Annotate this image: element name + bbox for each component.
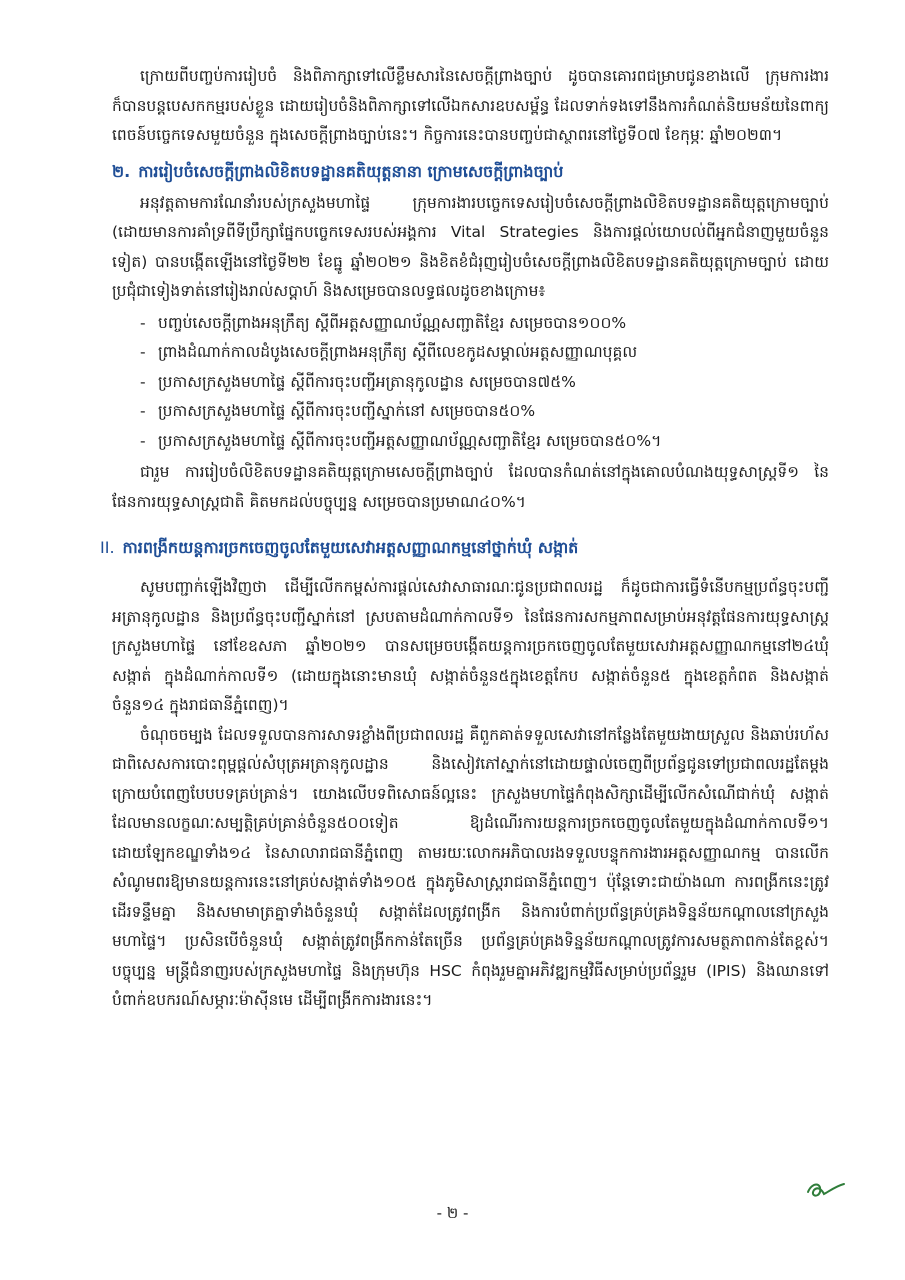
section-II-paragraph-2: ចំណុចចម្បង ដែលទទួលបានការសាទរខ្លាំងពីប្រជាពលរដ្ឋ គឺពួកគាត់ទទួលសេវានៅកន្លែងតែមួយងាយស្រួល និងឆាប់រហ័ស ជាពិសេសការបោះពុម្ពផ្ដល់សំបុត្រអត្រានុកូលដ្ឋាន និងសៀវភៅស្នាក់នៅដោយផ្ទាល់ចេញពីប្រព័ន្ធជូនទៅប្រជាពលរដ្ឋតែម្ដង ក្រោយបំពេញបែបបទគ្រប់គ្រាន់។ យោងលើបទពិសោធន៍ល្អនេះ ក្រសួងមហាផ្ទៃកំពុងសិក្សាដើម្បីលើកសំណើជាក់ឃុំ សង្កាត់ ដែលមានលក្ខណៈសម្បត្តិគ្រប់គ្រាន់ចំនួន៥០០ទៀត ឱ្យដំណើរការយន្តការច្រកចេញចូលតែមួយក្នុងដំណាក់កាលទី១។ ដោយឡែកខណ្ឌទាំង១៤ នៃសាលារាជធានីភ្នំពេញ តាមរយៈលោកអភិបាលរងទទួលបន្ទុកការងារអត្តសញ្ញាណកម្ម បានលើកសំណូមពរឱ្យមានយន្តការនេះនៅគ្រប់សង្កាត់ទាំង១០៥ ក្នុងភូមិសាស្ត្ររាជធានីភ្នំពេញ។ ប៉ុន្តែទោះជាយ៉ាងណា ការពង្រីកនេះត្រូវដើរទន្ទឹមគ្នា និងសមាមាត្រគ្នាទាំងចំនួនឃុំ សង្កាត់ដែលត្រូវពង្រីក និងការបំពាក់ប្រព័ន្ធគ្រប់គ្រងទិន្នន័យកណ្ដាលនៅក្រសួងមហាផ្ទៃ។ ប្រសិនបើចំនួនឃុំ សង្កាត់ត្រូវពង្រីកកាន់តែច្រើន ប្រព័ន្ធគ្រប់គ្រងទិន្នន័យកណ្ដាលត្រូវការសមត្ថភាពកាន់តែខ្ពស់។ បច្ចុប្បន្ន មន្ត្រីជំនាញរបស់ក្រសួងមហាផ្ទៃ និងក្រុមហ៊ុន HSC កំពុងរួមគ្នាអភិវឌ្ឍកម្មវិធីសម្រាប់ប្រព័ន្ធរួម (IPIS) និងឈានទៅបំពាក់ឧបករណ៍សម្ភារៈម៉ាស៊ីនមេ ដើម្បីពង្រីកការងារនេះ។ xyxy=(112,725,829,1009)
section-2-title: ការរៀបចំសេចក្ដីព្រាងលិខិតបទដ្ឋានគតិយុត្តនានា ក្រោមសេចក្ដីព្រាងច្បាប់ xyxy=(138,161,564,181)
bullet-dash: - xyxy=(140,431,146,450)
list-item-text: ប្រកាសក្រសួងមហាផ្ទៃ ស្ដីពីការចុះបញ្ជីអត្តសញ្ញាណប័ណ្ណសញ្ជាតិខ្មែរ សម្រេចបាន៥០%។ xyxy=(158,431,662,450)
bullet-dash: - xyxy=(140,313,146,332)
list-item-text: បញ្ចប់សេចក្ដីព្រាងអនុក្រឹត្យ ស្ដីពីអត្តសញ្ញាណប័ណ្ណសញ្ជាតិខ្មែរ សម្រេចបាន១០០% xyxy=(158,313,627,332)
section-II-number: II. xyxy=(100,538,115,557)
bullet-dash: - xyxy=(140,402,146,420)
list-item-text: ប្រកាសក្រសួងមហាផ្ទៃ ស្ដីពីការចុះបញ្ជីអត្រានុកូលដ្ឋាន សម្រេចបាន៧៥% xyxy=(158,372,576,391)
handwritten-initial-mark xyxy=(800,1172,848,1202)
bullet-dash: - xyxy=(140,343,146,361)
section-2-paragraph-1: អនុវត្តតាមការណែនាំរបស់ក្រសួងមហាផ្ទៃ ក្រុមការងារបច្ចេកទេសរៀបចំសេចក្ដីព្រាងលិខិតបទដ្ឋានគតិយុត្តក្រោមច្បាប់ (ដោយមានការគាំទ្រពីទីប្រឹក្សាផ្នែកបច្ចេកទេសរបស់អង្គការ Vital Strategies និងការផ្ដល់យោបល់ពីអ្នកជំនាញមួយចំនួនទៀត) បានបង្កើតឡើងនៅថ្ងៃទី២២ ខែធ្នូ ឆ្នាំ២០២១ និងខិតខំជំរុញរៀបចំសេចក្ដីព្រាងលិខិតបទដ្ឋានគតិយុត្តក្រោមច្បាប់ ដោយប្រជុំជាទៀងទាត់នៅរៀងរាល់សប្ដាហ៍ និងសម្រេចបានលទ្ធផលដូចខាងក្រោម៖ xyxy=(112,193,829,300)
list-item xyxy=(140,368,829,398)
section-2-heading xyxy=(112,157,829,187)
section-2-number: ២. xyxy=(112,161,131,181)
list-item-text: ព្រាងដំណាក់កាលដំបូងសេចក្ដីព្រាងអនុក្រឹត្យ ស្ដីពីលេខកូដសម្គាល់អត្តសញ្ញាណបុគ្គល xyxy=(158,343,638,361)
section-II-title: ការពង្រីកយន្តការច្រកចេញចូលតែមួយសេវាអត្តសញ្ញាណកម្មនៅថ្នាក់ឃុំ សង្កាត់ xyxy=(122,538,579,557)
spacer xyxy=(112,565,829,573)
list-item xyxy=(140,338,829,368)
list-item xyxy=(140,397,829,427)
section-II-heading xyxy=(100,533,829,563)
page-number: - ២ - xyxy=(436,1204,469,1222)
list-item xyxy=(140,309,829,339)
intro-paragraph: ក្រោយពីបញ្ចប់ការរៀបចំ និងពិភាក្សាទៅលើខ្លឹមសារនៃសេចក្ដីព្រាងច្បាប់ ដូចបានគោរពជម្រាបជូនខាងលើ ក្រុមការងារក៏បានបន្តបេសកកម្មរបស់ខ្លួន ដោយរៀបចំនិងពិភាក្សាទៅលើឯកសារឧបសម្ព័ន្ធ ដែលទាក់ទងទៅនឹងការកំណត់និយមន័យនៃពាក្យពេចន៍បច្ចេកទេសមួយចំនួន ក្នុងសេចក្ដីព្រាងច្បាប់នេះ។ កិច្ចការនេះបានបញ្ចប់ជាស្ថាពរនៅថ្ងៃទី០៧ ខែកុម្ភៈ ឆ្នាំ២០២៣។ xyxy=(112,67,829,144)
section-II-paragraph-1: សូមបញ្ជាក់ឡើងវិញថា ដើម្បីលើកកម្ពស់ការផ្ដល់សេវាសាធារណៈជូនប្រជាពលរដ្ឋ ក៏ដូចជាការធ្វើទំនើបកម្មប្រព័ន្ធចុះបញ្ជីអត្រានុកូលដ្ឋាន និងប្រព័ន្ធចុះបញ្ជីស្នាក់នៅ ស្របតាមដំណាក់កាលទី១ នៃផែនការសកម្មភាពសម្រាប់អនុវត្តផែនការយុទ្ធសាស្ត្រ ក្រសួងមហាផ្ទៃ នៅខែឧសភា ឆ្នាំ២០២១ បានសម្រេចបង្កើតយន្តការច្រកចេញចូលតែមួយសេវាអត្តសញ្ញាណកម្មនៅ២៤ឃុំ សង្កាត់ ក្នុងដំណាក់កាលទី១ (ដោយក្នុងនោះមានឃុំ សង្កាត់ចំនួន៥ក្នុងខេត្តកែប សង្កាត់ចំនួន៥ ក្នុងខេត្តកំពត និងសង្កាត់ចំនួន១៤ ក្នុងរាជធានីភ្នំពេញ)។ xyxy=(112,578,829,714)
section-2-paragraph-2: ជារួម ការរៀបចំលិខិតបទដ្ឋានគតិយុត្តក្រោមសេចក្ដីព្រាងច្បាប់ ដែលបានកំណត់នៅក្នុងគោលបំណងយុទ្ធសាស្ត្រទី១ នៃផែនការយុទ្ធសាស្ត្រជាតិ គិតមកដល់បច្ចុប្បន្ន សម្រេចបានប្រមាណ៤០%។ xyxy=(112,463,829,511)
list-item-text: ប្រកាសក្រសួងមហាផ្ទៃ ស្ដីពីការចុះបញ្ជីស្នាក់នៅ សម្រេចបាន៥០% xyxy=(158,402,536,420)
bullet-dash: - xyxy=(140,372,146,391)
list-item xyxy=(140,427,829,457)
section-2-bullet-list xyxy=(140,309,829,457)
